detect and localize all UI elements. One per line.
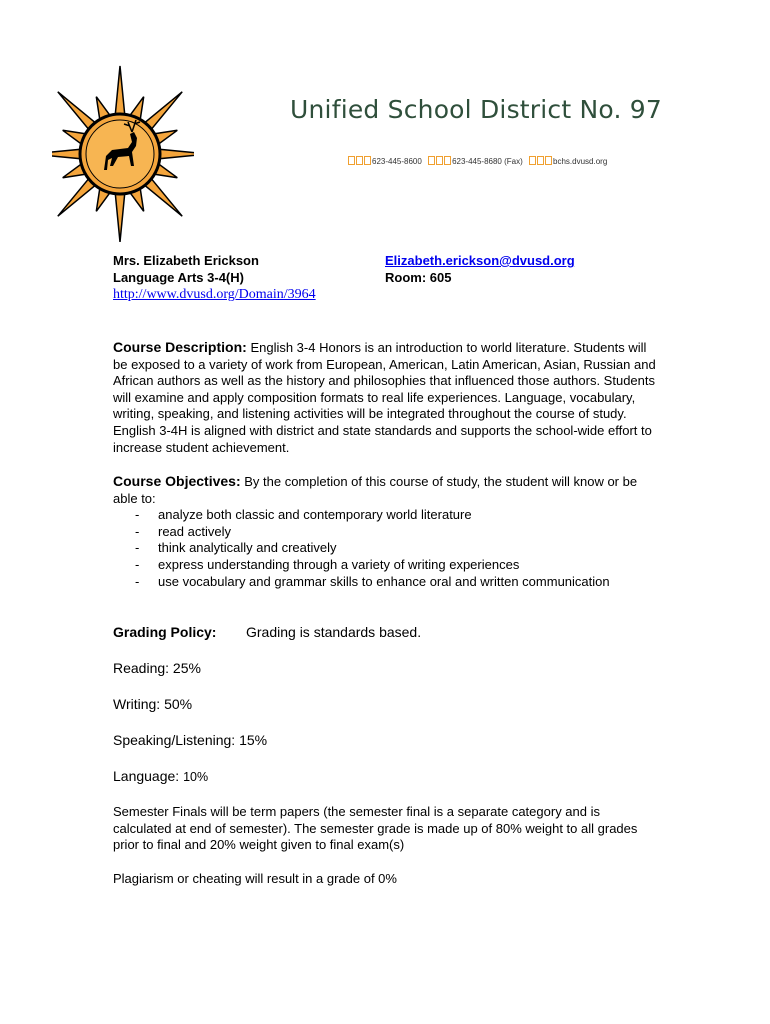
web-item — [529, 157, 607, 166]
speaking-weight: Speaking/Listening: 15% — [113, 732, 268, 748]
course-objectives — [113, 473, 661, 590]
sun-logo — [52, 62, 194, 242]
list-item: - use vocabulary and grammar skills to enhance oral and written communication — [135, 573, 610, 589]
course-objectives-intro: By the completion of this course of study, the student will know or be able to: — [113, 474, 638, 506]
phone-glyph-icon — [348, 156, 355, 165]
school-website[interactable]: bchs.dvusd.org — [553, 157, 608, 166]
course-description-heading: Course Description: — [113, 339, 247, 355]
contact-line — [348, 156, 611, 166]
fax-glyph-icon — [436, 156, 443, 165]
course-objectives-heading: Course Objectives: — [113, 473, 241, 489]
fax-glyph-icon — [444, 156, 451, 165]
room-number: Room: 605 — [385, 270, 452, 285]
list-item: - analyze both classic and contemporary world literature — [135, 507, 472, 523]
course-description — [113, 339, 661, 456]
list-item: - read actively — [135, 523, 231, 539]
phone-number: 623-445-8600 — [372, 157, 422, 166]
grading-policy — [113, 624, 422, 640]
list-item: - express understanding through a variety of writing experiences — [135, 556, 520, 572]
sun-ray — [158, 149, 194, 159]
web-glyph-icon — [537, 156, 544, 165]
course-description-text: English 3-4 Honors is an introduction to world literature. Students will be exposed to a variety of work from European, American, Latin American, Asian, Russian and African authors as well as the history and philosophies that influenced those authors. Students will examine and apply composition formats to real life experiences. Language, vocabulary, writing, speaking, and listening activities will be integrated throughout the course of study. English 3-4H is aligned with district and state standards and supports the school-wide effort to increase student achievement. — [113, 340, 656, 455]
teacher-contact — [385, 252, 575, 286]
sun-ray — [115, 192, 125, 242]
phone-glyph-icon — [364, 156, 371, 165]
teacher-info — [113, 252, 316, 303]
grading-policy-heading: Grading Policy: — [113, 624, 217, 640]
email-link[interactable]: Elizabeth.erickson@dvusd.org — [385, 253, 575, 268]
teacher-page-link[interactable]: http://www.dvusd.org/Domain/3964 — [113, 287, 316, 302]
phone-item — [348, 157, 424, 166]
grading-policy-value: Grading is standards based. — [246, 624, 422, 640]
language-label: Language: — [113, 768, 180, 784]
web-glyph-icon — [545, 156, 552, 165]
writing-weight: Writing: 50% — [113, 696, 193, 712]
teacher-name: Mrs. Elizabeth Erickson — [113, 253, 259, 268]
reading-weight: Reading: 25% — [113, 660, 201, 676]
plagiarism-note: Plagiarism or cheating will result in a grade of 0% — [113, 871, 397, 886]
fax-item — [428, 157, 525, 166]
semester-finals-note: Semester Finals will be term papers (the semester final is a separate category and is calculated at end of semester). The semester grade is made up of 80% weight to all grades prior to final and 20% weight given to final exam(s) — [113, 804, 638, 853]
sun-ray — [52, 149, 82, 159]
web-glyph-icon — [529, 156, 536, 165]
fax-number: 623-445-8680 (Fax) — [452, 157, 523, 166]
language-weight — [113, 768, 208, 784]
language-value: 10% — [183, 770, 209, 784]
course-name: Language Arts 3-4(H) — [113, 270, 244, 285]
objectives-list — [113, 507, 661, 590]
list-item: - think analytically and creatively — [135, 540, 337, 556]
fax-glyph-icon — [428, 156, 435, 165]
phone-glyph-icon — [356, 156, 363, 165]
school-title: Unified School District No. 97 — [290, 95, 662, 124]
sun-ray — [115, 66, 125, 116]
